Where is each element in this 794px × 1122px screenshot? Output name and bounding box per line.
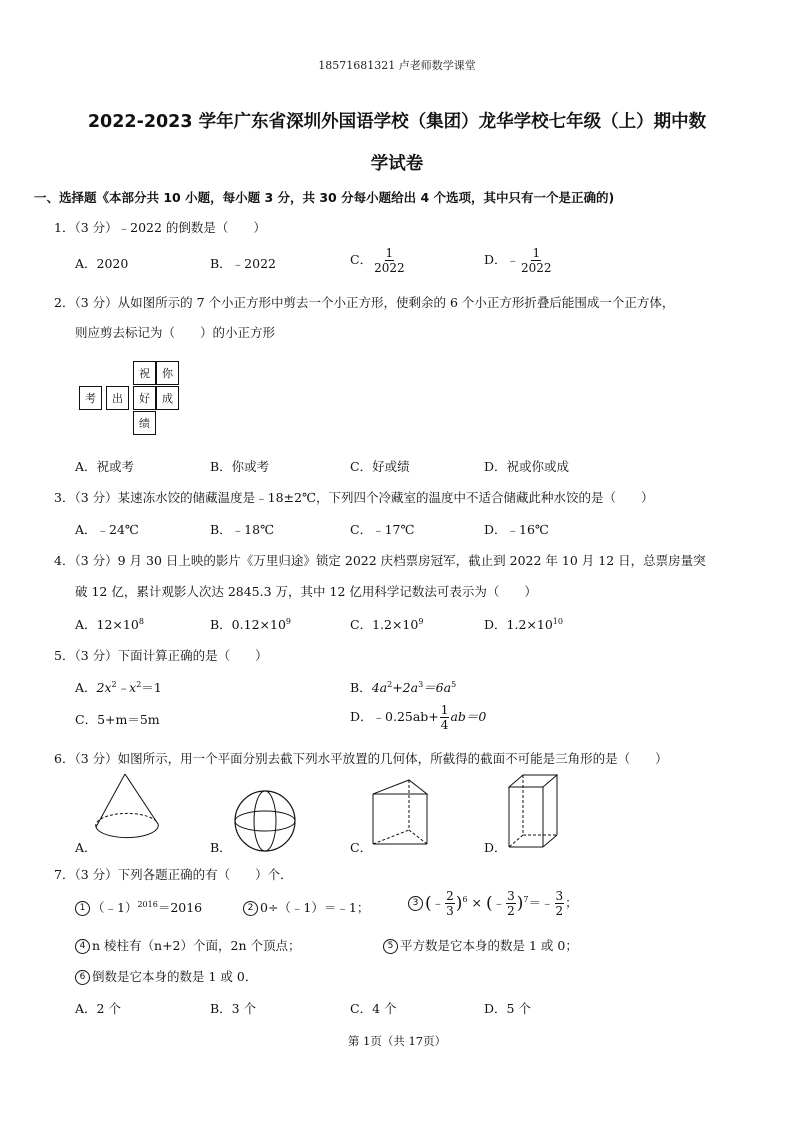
- q3-option-d: D．﹣16℃: [484, 522, 549, 537]
- q5-option-b: B．$4a^2+2a^3=6a^5$: [350, 679, 457, 695]
- title-line-2: 学试卷: [370, 154, 424, 174]
- q3-option-a: A．﹣24℃: [75, 522, 139, 537]
- net-cell-zhu: 祝: [133, 361, 156, 385]
- q4-option-a: A．$12\times 10^8$: [75, 616, 144, 632]
- q5-stem: 5．（3 分）下面计算正确的是（ ）: [54, 648, 268, 663]
- q7-option-a: A．2 个: [75, 1001, 121, 1016]
- q7-item-6: 6 倒数是它本身的数是 1 或 0．: [75, 967, 257, 985]
- page-header: 18571681321 卢老师数学课堂: [318, 59, 476, 72]
- net-cell-ji: 绩: [133, 411, 156, 435]
- q7-item-4: 4 n 棱柱有（n+2）个面，2n 个顶点；: [75, 936, 300, 954]
- q7-item-5: 5 平方数是它本身的数是 1 或 0；: [383, 936, 578, 954]
- q7-stem: 7．（3 分）下列各题正确的有（ ）个．: [54, 867, 293, 882]
- q1-stem: 1．（3 分）﹣2022 的倒数是（ ）: [54, 220, 266, 235]
- q7-item-1: 1 （﹣1）$^{2016}$＝2016: [75, 898, 202, 916]
- q4-stem-line-2: 破 12 亿，累计观影人次达 2845.3 万，其中 12 亿用科学记数法可表示为（ ）: [75, 584, 537, 599]
- q2-option-c: C．好或绩: [350, 459, 410, 474]
- title-line-1: 2022-2023 学年广东省深圳外国语学校（集团）龙华学校七年级（上）期中数: [87, 112, 707, 132]
- triangular-prism-figure: [369, 778, 449, 850]
- q5-option-c: C．5+m＝5m: [75, 712, 160, 727]
- q1-option-a: A．2020: [75, 256, 129, 271]
- q6-stem: 6．（3 分）如图所示，用一个平面分别去截下列水平放置的几何体，所截得的截面不可能是三角形的是（ ）: [54, 751, 668, 766]
- q7-item-3: 3 (﹣ $\frac{2}{3}$ )$^6$ × (﹣ $\frac{3}{2}$ )$^7$＝﹣ $\frac{3}{2}$ ；: [408, 889, 578, 918]
- q1-option-b: B．﹣2022: [210, 256, 276, 271]
- q1-option-c: C． $\frac{1}{2022}$: [350, 246, 405, 275]
- q6-option-c: C．: [350, 840, 373, 855]
- q7-item-2: 2 0÷（﹣1）＝﹣1；: [243, 898, 369, 916]
- q5-option-a: A．$2x^2﹣x^2=1$: [75, 679, 162, 695]
- q3-option-b: B．﹣18℃: [210, 522, 275, 537]
- q2-stem-line-1: 2．（3 分）从如图所示的 7 个小正方形中剪去一个小正方形，使剩余的 6 个小正方形折叠后能围成一个正方体，: [54, 295, 675, 310]
- q4-option-d: D．$1.2\times 10^{10}$: [484, 616, 563, 632]
- section-heading: 一、选择题《本部分共 10 小题，每小题 3 分，共 30 分每小题给出 4 个选项，其中只有一个是正确的): [34, 190, 615, 205]
- q4-stem-line-1: 4．（3 分）9 月 30 日上映的影片《万里归途》锁定 2022 庆档票房冠军，截止到 2022 年 10 月 12 日，总票房量突: [54, 553, 706, 568]
- q2-stem-line-2: 则应剪去标记为（ ）的小正方形: [75, 325, 276, 340]
- q6-option-b: B．: [210, 840, 232, 855]
- q6-option-a: A．: [75, 840, 97, 855]
- q4-option-c: C．$1.2\times 10^9$: [350, 616, 424, 632]
- net-cell-ni: 你: [156, 361, 179, 385]
- net-cell-chu: 出: [106, 386, 129, 410]
- rectangular-prism-figure: [505, 773, 565, 853]
- q5-option-d: D．﹣0.25ab+ $\frac{1}{4}$ ab＝0: [350, 703, 487, 732]
- q7-option-c: C．4 个: [350, 1001, 397, 1016]
- q2-option-a: A．祝或考: [75, 459, 135, 474]
- q2-option-b: B．你或考: [210, 459, 270, 474]
- q3-option-c: C．﹣17℃: [350, 522, 415, 537]
- q3-stem: 3．（3 分）某速冻水饺的储藏温度是﹣18±2℃，下列四个冷藏室的温度中不适合储藏此种水饺的是（ ）: [54, 490, 654, 505]
- q6-option-d: D．: [484, 840, 507, 855]
- sphere-figure: [232, 788, 298, 854]
- net-cell-hao: 好: [133, 386, 156, 410]
- q7-option-d: D．5 个: [484, 1001, 531, 1016]
- q7-option-b: B．3 个: [210, 1001, 257, 1016]
- q4-option-b: B．$0.12\times 10^9$: [210, 616, 291, 632]
- net-cell-cheng: 成: [156, 386, 179, 410]
- q2-option-d: D．祝或你或成: [484, 459, 570, 474]
- q1-option-d: D．﹣ $\frac{1}{2022}$: [484, 246, 552, 275]
- net-cell-kao: 考: [79, 386, 102, 410]
- cone-figure: [92, 772, 164, 842]
- page-footer: 第 1页（共 17页）: [347, 1034, 447, 1048]
